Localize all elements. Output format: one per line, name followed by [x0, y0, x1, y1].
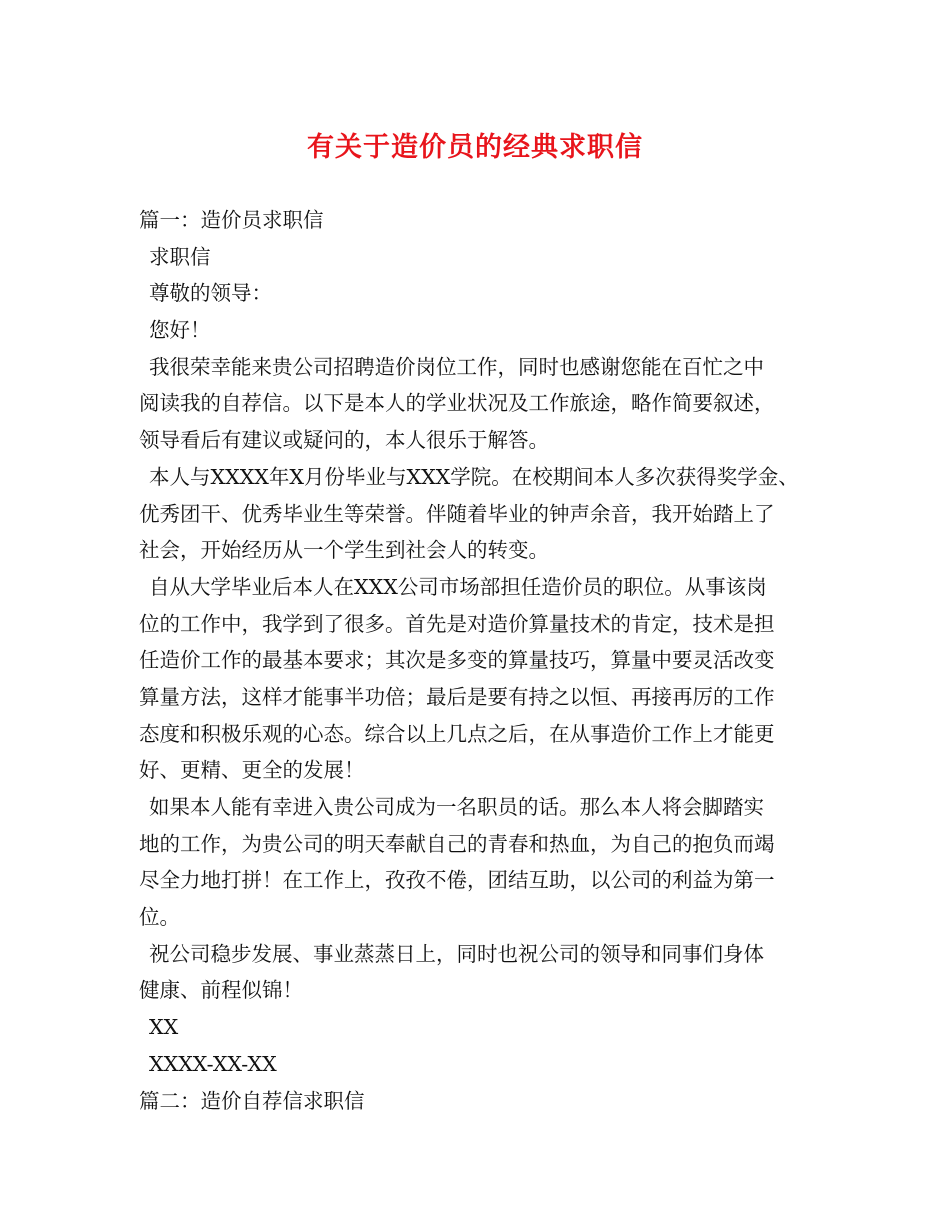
body-line: 好、更精、更全的发展！ [139, 758, 365, 783]
document-title: 有关于造价员的经典求职信 [307, 132, 643, 163]
body-line: 健康、前程似锦！ [139, 978, 303, 1003]
body-line: 篇二：造价自荐信求职信 [139, 1088, 365, 1113]
body-line: 尽全力地打拼！在工作上，孜孜不倦，团结互助，以公司的利益为第一 [139, 868, 775, 893]
body-line: 任造价工作的最基本要求；其次是多变的算量技巧，算量中要灵活改变 [139, 648, 775, 673]
document-body [139, 202, 819, 1119]
body-line: 如果本人能有幸进入贵公司成为一名职员的话。那么本人将会脚踏实 [149, 795, 764, 819]
body-line: 领导看后有建议或疑问的，本人很乐于解答。 [139, 428, 549, 453]
body-line: 自从大学毕业后本人在XXX公司市场部担任造价员的职位。从事该岗 [149, 574, 767, 599]
body-line: 地的工作，为贵公司的明天奉献自己的青春和热血，为自己的抱负而竭 [139, 831, 775, 856]
body-line: 尊敬的领导： [149, 281, 272, 306]
body-line: XXXX-XX-XX [149, 1051, 277, 1076]
body-line: 社会，开始经历从一个学生到社会人的转变。 [139, 538, 549, 563]
body-line: 您好！ [149, 318, 211, 343]
body-line: 祝公司稳步发展、事业蒸蒸日上，同时也祝公司的领导和同事们身体 [149, 941, 764, 966]
body-line: 算量方法，这样才能事半功倍；最后是要有持之以恒、再接再厉的工作 [139, 684, 775, 709]
body-line: 位的工作中，我学到了很多。首先是对造价算量技术的肯定，技术是担 [139, 611, 775, 636]
body-line: 优秀团干、优秀毕业生等荣誉。伴随着毕业的钟声余音，我开始踏上了 [139, 501, 775, 526]
body-line: 篇一：造价员求职信 [139, 208, 324, 232]
body-line: 阅读我的自荐信。以下是本人的学业状况及工作旅途，略作简要叙述， [139, 391, 775, 416]
body-line: 态度和积极乐观的心态。综合以上几点之后，在从事造价工作上才能更 [139, 721, 775, 746]
body-line: 我很荣幸能来贵公司招聘造价岗位工作，同时也感谢您能在百忙之中 [149, 354, 764, 379]
body-line: XX [149, 1015, 179, 1040]
body-line: 位。 [139, 905, 180, 930]
body-line: 求职信 [149, 244, 211, 269]
body-line: 本人与XXXX年X月份毕业与XXX学院。在校期间本人多次获得奖学金、 [149, 464, 799, 489]
